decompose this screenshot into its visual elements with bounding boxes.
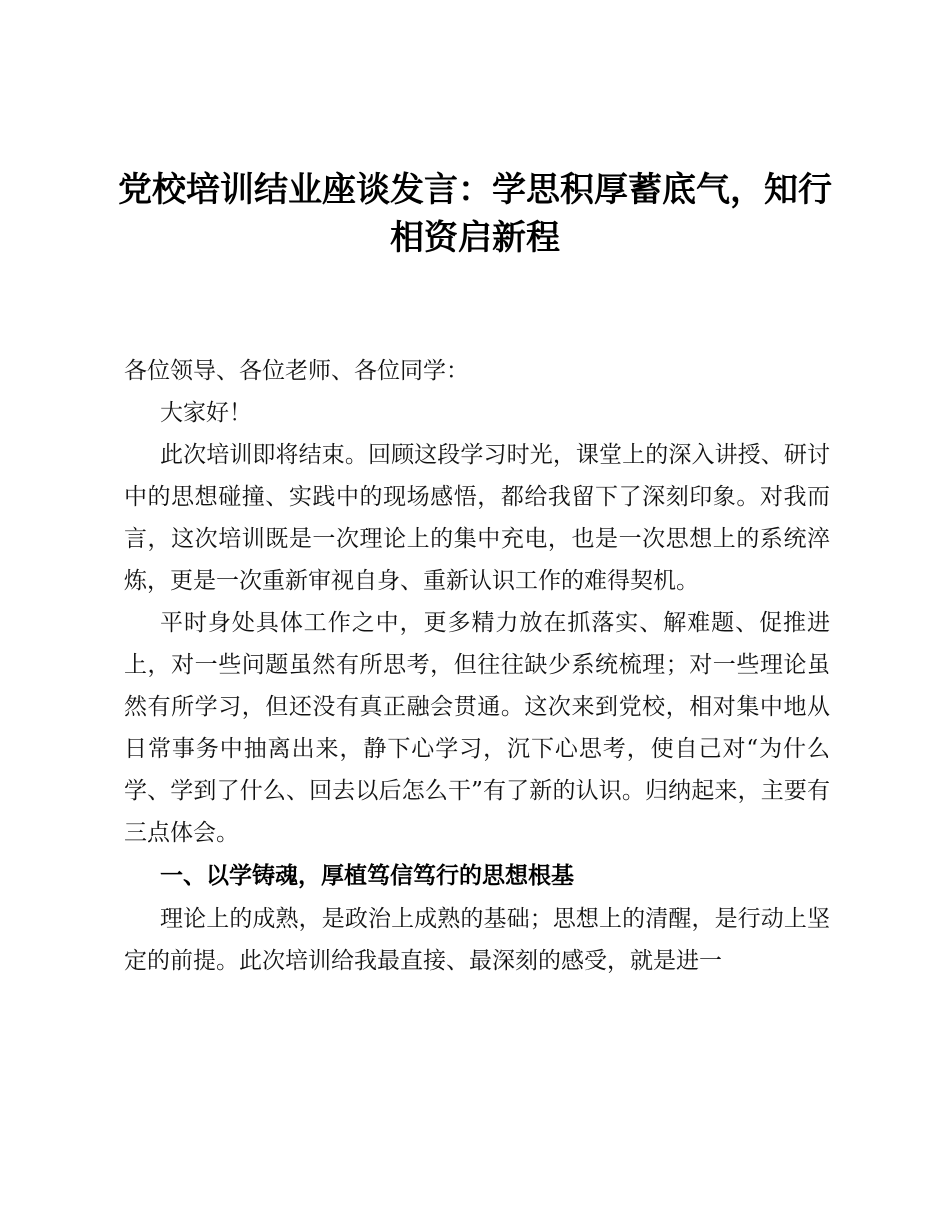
- paragraph-intro: 此次培训即将结束。回顾这段学习时光，课堂上的深入讲授、研讨中的思想碰撞、实践中的现场感悟，都给我留下了深刻印象。对我而言，这次培训既是一次理论上的集中充电，也是一次思想上的系统淬炼，更是一次重新审视自身、重新认识工作的难得契机。: [124, 442, 830, 594]
- section-heading: 一、以学铸魂，厚植笃信笃行的思想根基: [160, 863, 574, 889]
- document-body: [124, 350, 830, 982]
- greeting: 大家好！: [160, 400, 252, 426]
- salutation: 各位领导、各位老师、各位同学：: [124, 358, 469, 384]
- paragraph-reflection: 平时身处具体工作之中，更多精力放在抓落实、解难题、促推进上，对一些问题虽然有所思考，但往往缺少系统梳理；对一些理论虽然有所学习，但还没有真正融会贯通。这次来到党校，相对集中地从日常事务中抽离出来，静下心学习，沉下心思考，使自己对“为什么学、学到了什么、回去以后怎么干”有了新的认识。归纳起来，主要有三点体会。: [124, 610, 830, 846]
- section-paragraph: 理论上的成熟，是政治上成熟的基础；思想上的清醒，是行动上坚定的前提。此次培训给我最直接、最深刻的感受，就是进一: [124, 906, 830, 974]
- document-title: 党校培训结业座谈发言：学思积厚蓄底气，知行相资启新程: [118, 170, 832, 258]
